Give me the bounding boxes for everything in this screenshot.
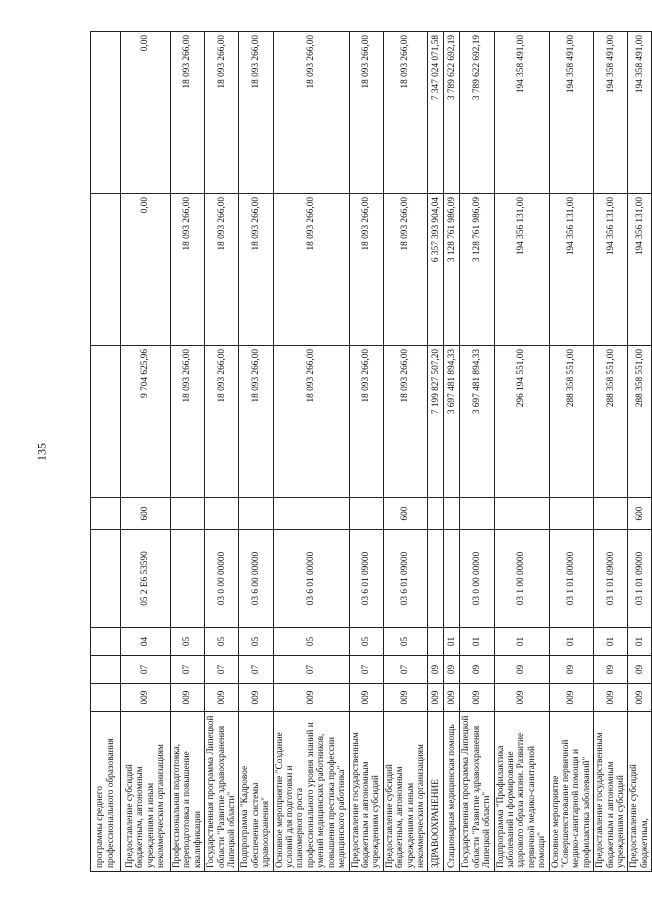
target-article-code: 03 6 01 09000 bbox=[383, 530, 428, 628]
expense-type-code bbox=[171, 498, 205, 530]
rotated-table-wrapper bbox=[90, 32, 650, 872]
ministry-code: 009 bbox=[171, 684, 205, 712]
expense-type-code bbox=[444, 498, 460, 530]
amount-year-2: 18 093 266,00 bbox=[239, 194, 273, 346]
target-article-code: 05 2 Е6 53590 bbox=[121, 530, 171, 628]
table-row bbox=[444, 32, 460, 872]
amount-year-1: 3 697 481 894,33 bbox=[444, 346, 460, 498]
expense-type-code bbox=[273, 498, 349, 530]
target-article-code: 03 1 01 09000 bbox=[628, 530, 652, 628]
target-article-code: 03 1 00 00000 bbox=[494, 530, 549, 628]
expense-type-code: 600 bbox=[121, 498, 171, 530]
target-article-code: 03 1 01 09000 bbox=[594, 530, 628, 628]
amount-year-2: 18 093 266,00 bbox=[273, 194, 349, 346]
subsection-code: 01 bbox=[549, 628, 594, 656]
target-article-code: 03 6 01 00000 bbox=[273, 530, 349, 628]
subsection-code bbox=[428, 628, 444, 656]
section-code bbox=[91, 656, 121, 684]
section-code: 07 bbox=[349, 656, 383, 684]
budget-table bbox=[90, 31, 652, 872]
amount-year-2 bbox=[91, 194, 121, 346]
target-article-code bbox=[91, 530, 121, 628]
subsection-code: 01 bbox=[444, 628, 460, 656]
amount-year-3: 194 358 491,00 bbox=[628, 32, 652, 194]
amount-year-3: 18 093 266,00 bbox=[273, 32, 349, 194]
ministry-code bbox=[91, 684, 121, 712]
target-article-code: 03 0 00 00000 bbox=[205, 530, 239, 628]
amount-year-1: 18 093 266,00 bbox=[383, 346, 428, 498]
target-article-code: 03 0 00 00000 bbox=[460, 530, 494, 628]
amount-year-3: 3 789 622 692,19 bbox=[460, 32, 494, 194]
amount-year-3: 18 093 266,00 bbox=[383, 32, 428, 194]
target-article-code: 03 1 01 00000 bbox=[549, 530, 594, 628]
row-name: Профессиональная подготовка, переподготовка и повышение квалификации bbox=[171, 712, 205, 872]
section-code: 09 bbox=[628, 656, 652, 684]
section-code: 09 bbox=[444, 656, 460, 684]
table-row bbox=[494, 32, 549, 872]
amount-year-3: 18 093 266,00 bbox=[205, 32, 239, 194]
amount-year-2: 194 356 131,00 bbox=[628, 194, 652, 346]
target-article-code: 03 6 01 09000 bbox=[349, 530, 383, 628]
row-name: Основное мероприятие "Совершенствование первичной медико-санитарной помощи и профилактика заболеваний" bbox=[549, 712, 594, 872]
row-name: Подпрограмма "Профилактика заболеваний и формирование здорового образа жизни. Развитие первичной медико-санитарной помощи" bbox=[494, 712, 549, 872]
section-code: 09 bbox=[428, 656, 444, 684]
amount-year-1: 18 093 266,00 bbox=[239, 346, 273, 498]
table-row bbox=[91, 32, 121, 872]
ministry-code: 009 bbox=[121, 684, 171, 712]
subsection-code: 01 bbox=[494, 628, 549, 656]
subsection-code: 01 bbox=[594, 628, 628, 656]
row-name: Подпрограмма "Кадровое обеспечение системы здравоохранения" bbox=[239, 712, 273, 872]
section-code: 07 bbox=[205, 656, 239, 684]
section-code: 09 bbox=[494, 656, 549, 684]
amount-year-2: 18 093 266,00 bbox=[383, 194, 428, 346]
ministry-code: 009 bbox=[349, 684, 383, 712]
subsection-code: 05 bbox=[273, 628, 349, 656]
expense-type-code bbox=[460, 498, 494, 530]
section-code: 07 bbox=[273, 656, 349, 684]
amount-year-2: 194 356 131,00 bbox=[549, 194, 594, 346]
row-name: Предоставление субсидий бюджетным, автономным учреждениям и иным некоммерческим организациям bbox=[383, 712, 428, 872]
expense-type-code bbox=[91, 498, 121, 530]
amount-year-2: 0,00 bbox=[121, 194, 171, 346]
subsection-code: 05 bbox=[171, 628, 205, 656]
amount-year-1 bbox=[91, 346, 121, 498]
amount-year-3: 18 093 266,00 bbox=[349, 32, 383, 194]
row-name: Предоставление государственным бюджетным и автономным учреждениям субсидий bbox=[349, 712, 383, 872]
ministry-code: 009 bbox=[444, 684, 460, 712]
section-code: 07 bbox=[239, 656, 273, 684]
amount-year-3: 0,00 bbox=[121, 32, 171, 194]
ministry-code: 009 bbox=[428, 684, 444, 712]
row-name: программы среднего профессионального образования bbox=[91, 712, 121, 872]
expense-type-code bbox=[239, 498, 273, 530]
section-code: 07 bbox=[121, 656, 171, 684]
table-row bbox=[239, 32, 273, 872]
subsection-code: 05 bbox=[205, 628, 239, 656]
section-code: 07 bbox=[383, 656, 428, 684]
ministry-code: 009 bbox=[205, 684, 239, 712]
table-row bbox=[121, 32, 171, 872]
amount-year-2: 194 356 131,00 bbox=[494, 194, 549, 346]
table-row bbox=[171, 32, 205, 872]
subsection-code bbox=[91, 628, 121, 656]
ministry-code: 009 bbox=[460, 684, 494, 712]
expense-type-code bbox=[349, 498, 383, 530]
page-number: 135 bbox=[34, 443, 49, 461]
amount-year-2: 18 093 266,00 bbox=[171, 194, 205, 346]
amount-year-2: 18 093 266,00 bbox=[205, 194, 239, 346]
ministry-code: 009 bbox=[628, 684, 652, 712]
row-name: Государственная программа Липецкой области "Развитие здравоохранения Липецкой области" bbox=[460, 712, 494, 872]
amount-year-3: 194 358 491,00 bbox=[494, 32, 549, 194]
expense-type-code bbox=[549, 498, 594, 530]
subsection-code: 04 bbox=[121, 628, 171, 656]
expense-type-code bbox=[428, 498, 444, 530]
table-row bbox=[549, 32, 594, 872]
subsection-code: 01 bbox=[460, 628, 494, 656]
amount-year-3: 194 358 491,00 bbox=[549, 32, 594, 194]
amount-year-1: 288 358 551,00 bbox=[549, 346, 594, 498]
section-code: 09 bbox=[460, 656, 494, 684]
amount-year-2: 3 128 761 986,09 bbox=[460, 194, 494, 346]
subsection-code: 01 bbox=[628, 628, 652, 656]
target-article-code bbox=[428, 530, 444, 628]
ministry-code: 009 bbox=[383, 684, 428, 712]
ministry-code: 009 bbox=[494, 684, 549, 712]
amount-year-1: 18 093 266,00 bbox=[205, 346, 239, 498]
table-row bbox=[349, 32, 383, 872]
amount-year-3: 194 358 491,00 bbox=[594, 32, 628, 194]
row-name: Предоставление субсидий бюджетным, bbox=[628, 712, 652, 872]
amount-year-1: 18 093 266,00 bbox=[349, 346, 383, 498]
amount-year-3: 18 093 266,00 bbox=[239, 32, 273, 194]
amount-year-3: 3 789 622 692,19 bbox=[444, 32, 460, 194]
expense-type-code bbox=[594, 498, 628, 530]
amount-year-1: 9 704 625,96 bbox=[121, 346, 171, 498]
expense-type-code bbox=[494, 498, 549, 530]
amount-year-1: 18 093 266,00 bbox=[273, 346, 349, 498]
amount-year-1: 288 358 551,00 bbox=[594, 346, 628, 498]
section-code: 09 bbox=[549, 656, 594, 684]
row-name: Предоставление государственным бюджетным и автономным учреждениям субсидий bbox=[594, 712, 628, 872]
table-row bbox=[205, 32, 239, 872]
section-code: 07 bbox=[171, 656, 205, 684]
target-article-code: 03 6 00 00000 bbox=[239, 530, 273, 628]
amount-year-2: 18 093 266,00 bbox=[349, 194, 383, 346]
subsection-code: 05 bbox=[239, 628, 273, 656]
expense-type-code: 600 bbox=[383, 498, 428, 530]
target-article-code bbox=[171, 530, 205, 628]
row-name: Предоставление субсидий бюджетным, автономным учреждениям и иным некоммерческим организациям bbox=[121, 712, 171, 872]
row-name: ЗДРАВООХРАНЕНИЕ bbox=[428, 712, 444, 872]
subsection-code: 05 bbox=[349, 628, 383, 656]
ministry-code: 009 bbox=[549, 684, 594, 712]
ministry-code: 009 bbox=[594, 684, 628, 712]
ministry-code: 009 bbox=[239, 684, 273, 712]
row-name: Основное мероприятие "Создание условий для подготовки и планомерного роста профессионального уровня знаний и умений медицинских работников, повышения престижа профессии медицинского работника" bbox=[273, 712, 349, 872]
amount-year-1: 296 194 551,00 bbox=[494, 346, 549, 498]
amount-year-1: 7 199 827 507,20 bbox=[428, 346, 444, 498]
amount-year-2: 3 128 761 986,09 bbox=[444, 194, 460, 346]
table-body bbox=[91, 32, 652, 872]
table-row bbox=[383, 32, 428, 872]
amount-year-2: 6 357 393 904,04 bbox=[428, 194, 444, 346]
expense-type-code: 600 bbox=[628, 498, 652, 530]
row-name: Государственная программа Липецкой области "Развитие здравоохранения Липецкой области" bbox=[205, 712, 239, 872]
amount-year-2: 194 356 131,00 bbox=[594, 194, 628, 346]
subsection-code: 05 bbox=[383, 628, 428, 656]
table-row bbox=[428, 32, 444, 872]
row-name: Стационарная медицинская помощь bbox=[444, 712, 460, 872]
table-row bbox=[460, 32, 494, 872]
amount-year-1: 3 697 481 894,33 bbox=[460, 346, 494, 498]
table-row bbox=[273, 32, 349, 872]
amount-year-3: 7 347 024 071,58 bbox=[428, 32, 444, 194]
amount-year-3 bbox=[91, 32, 121, 194]
amount-year-1: 288 358 551,00 bbox=[628, 346, 652, 498]
table-row bbox=[628, 32, 652, 872]
amount-year-3: 18 093 266,00 bbox=[171, 32, 205, 194]
ministry-code: 009 bbox=[273, 684, 349, 712]
table-row bbox=[594, 32, 628, 872]
expense-type-code bbox=[205, 498, 239, 530]
section-code: 09 bbox=[594, 656, 628, 684]
target-article-code bbox=[444, 530, 460, 628]
amount-year-1: 18 093 266,00 bbox=[171, 346, 205, 498]
